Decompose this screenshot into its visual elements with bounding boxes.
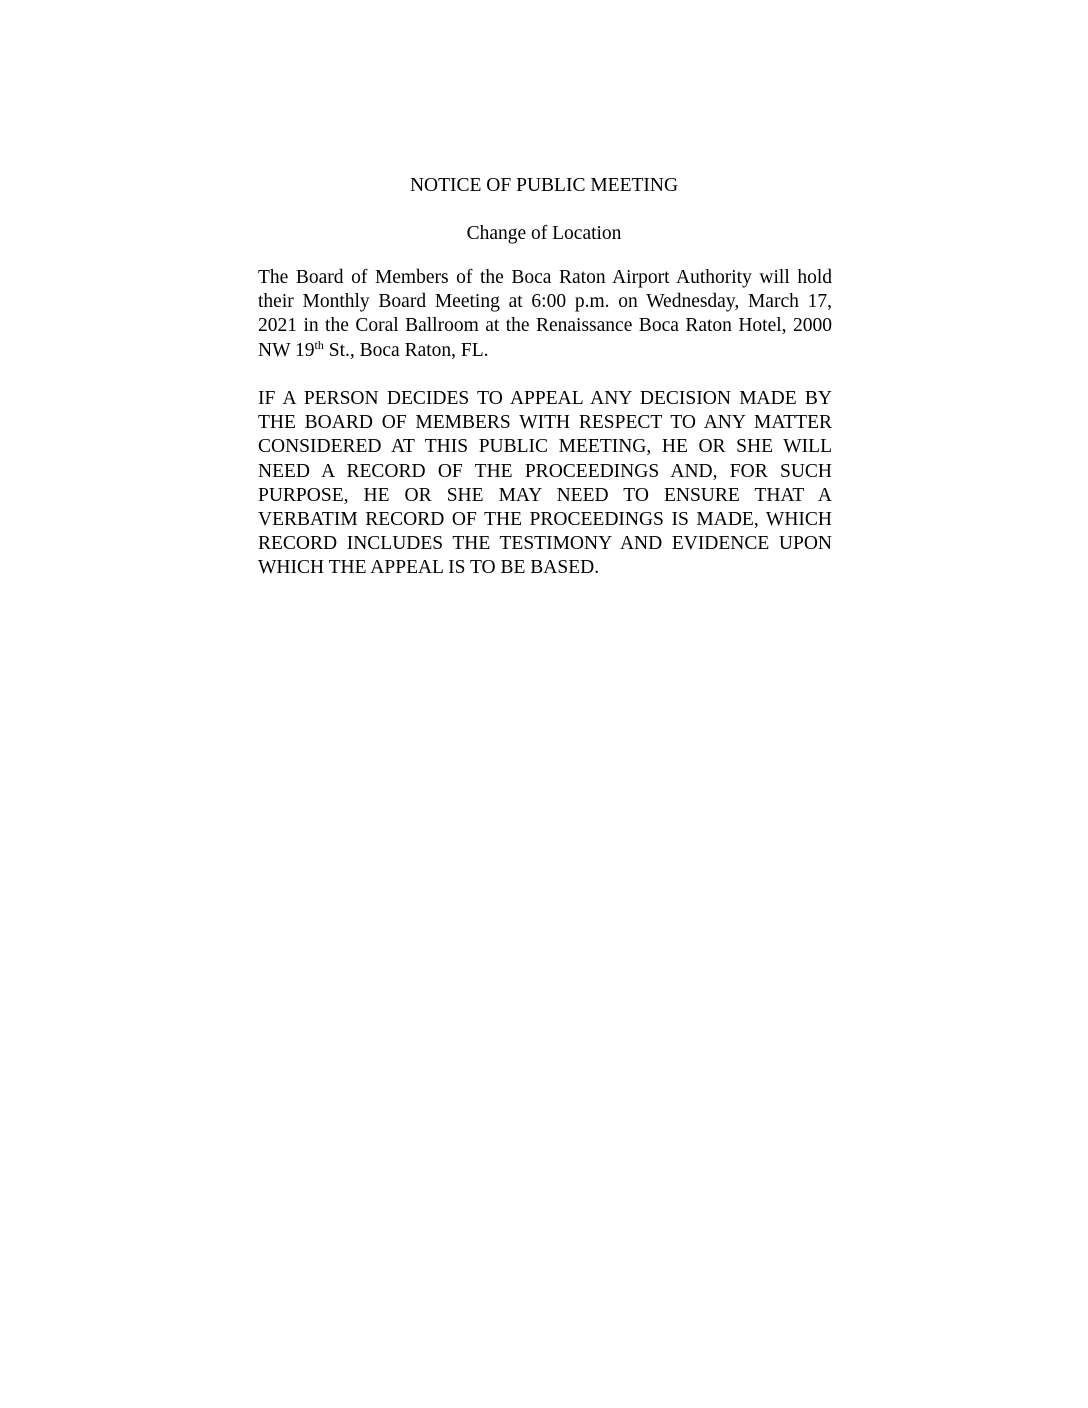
notice-subtitle: Change of Location [466,223,622,244]
meeting-details-paragraph [258,266,832,363]
ordinal-suffix: th [314,337,324,352]
meeting-details-text-end: St., Boca Raton, FL. [323,339,489,361]
appeal-notice-paragraph: IF A PERSON DECIDES TO APPEAL ANY DECISION MADE BY THE BOARD OF MEMBERS WITH RESPECT TO ANY MATTER CONSIDERED AT THIS PUBLIC MEETING, HE OR SHE WILL NEED A RECORD OF THE PROCEEDINGS AND, FOR SUCH PURPOSE, HE OR SHE MAY NEED TO ENSURE THAT A VERBATIM RECORD OF THE PROCEEDINGS IS MADE, WHICH RECORD INCLUDES THE TESTIMONY AND EVIDENCE UPON WHICH THE APPEAL IS TO BE BASED. [258,388,832,579]
meeting-details-text: The Board of Members of the Boca Raton Airport Authority will hold their Monthly Board Meeting at 6:00 p.m. on Wednesday, March 17, 2021 in the Coral Ballroom at the Renaissance Boca Raton Hotel, 2000 NW 19 [258,267,832,361]
notice-title: NOTICE OF PUBLIC MEETING [409,175,679,196]
